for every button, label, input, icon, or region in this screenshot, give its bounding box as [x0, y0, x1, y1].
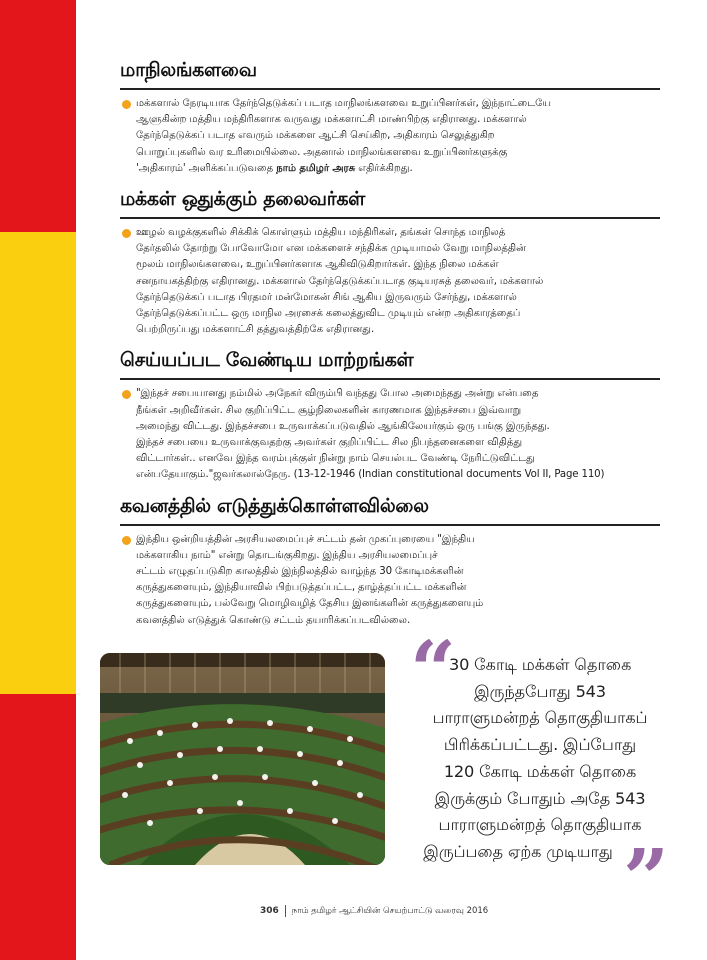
- para-line: மூலம் மாநிலங்களவை, உறுப்பினர்களாக ஆகிவிடுகிறார்கள். இந்த நிலை மக்கள்: [136, 259, 499, 271]
- parliament-chamber-photo: [100, 653, 385, 865]
- para-line: ஆளுகின்ற மத்திய மந்திரிகளாக வருவது மக்களாட்சி மாண்பிற்கு எதிரானது. மக்களால்: [136, 114, 527, 126]
- page-footer: [260, 905, 488, 917]
- pull-quote: [405, 623, 675, 925]
- para-text: 'அதிகாரம்' அளிக்கப்படுவதை: [136, 162, 274, 174]
- section-paragraph: [120, 386, 660, 483]
- para-line: இந்திய ஒன்றியத்தின் அரசியலமைப்புச் சட்டம் தன் முகப்புரையை "இந்திய: [136, 533, 475, 545]
- quote-line: பிரிக்கப்பட்டது. இப்போது: [443, 735, 637, 755]
- para-line: கவனத்தில் எடுத்துக் கொண்டு சட்டம் தயாரிக்கப்படவில்லை.: [136, 614, 411, 626]
- main-content: [120, 56, 660, 637]
- bullet-dot-icon: [122, 536, 131, 545]
- para-line: என்பதேயாகும்."ஜவர்கலால்நேரு. (13-12-1946 (Indian constitutional documents Vol II, Page 110): [136, 469, 605, 481]
- section-not-considered: [120, 492, 660, 629]
- quote-line: இருந்தபோது 543: [474, 681, 606, 701]
- section-paragraph: [120, 96, 660, 177]
- para-line: அமைந்து விட்டது. இந்தச்சபை உருவாக்கப்படுவதில் ஆங்கிலேயர்கும் ஒரு பங்கு இருந்தது.: [136, 420, 550, 432]
- section-title: செய்யப்பட வேண்டிய மாற்றங்கள்: [120, 349, 414, 372]
- section-changes: [120, 346, 660, 483]
- para-line: தேர்ந்தெடுக்கப் படாத எவரும் மக்களை ஆட்சி செய்கிற, அதிகாரம் செலுத்துகிற: [136, 130, 495, 142]
- heading-rule: [120, 378, 660, 380]
- footer-divider: [285, 905, 286, 917]
- parliament-chamber-image: [100, 653, 385, 865]
- section-title: கவனத்தில் எடுத்துக்கொள்ளவில்லை: [120, 494, 429, 517]
- quote-line: இருக்கும் போதும் அதே 543: [434, 788, 646, 808]
- quote-line: 120 கோடி மக்கள் தொகை: [443, 761, 637, 781]
- section-title: மாநிலங்களவை: [120, 59, 257, 81]
- quote-line: பாராளுமன்றத் தொகுதியாகப்: [432, 708, 648, 728]
- para-line: பொறுப்புகளில் வர உரிமையில்லை. அதனால் மாநிலங்களவை உறுப்பினர்களுக்கு: [136, 146, 508, 158]
- para-line: மக்களால் நேரடியாக தேர்ந்தெடுக்கப் படாத மாநிலங்களவை உறுப்பினர்கள், இந்நாட்டையே: [136, 98, 551, 109]
- open-quote-icon: “: [410, 623, 457, 717]
- para-line: சட்டம் எழுதப்படுகிற காலத்தில் இந்நிலத்தில் வாழ்ந்த 30 கோடிமக்களின்: [136, 566, 464, 578]
- para-line: தேர்ந்தெடுக்கப்பட்ட ஒரு மாநில அரசைக் கலைத்துவிட முடியும் என்ற அதிகாரத்தைப்: [136, 308, 521, 320]
- section-leaders: [120, 185, 660, 338]
- para-line: பெற்றிருப்பது மக்களாட்சி தத்துவத்திற்கே எதிரானது.: [136, 324, 375, 336]
- para-line: கருத்துகளையும், பல்வேறு மொழிவழித் தேசிய இனங்களின் கருத்துகளையும்: [136, 598, 484, 610]
- quote-line: பாராளுமன்றத் தொகுதியாக: [438, 815, 642, 835]
- para-line: தேர்தலில் தோற்று போவோமோ என மக்களைச் சந்திக்க முடியாமல் வேறு மாநிலத்தின்: [136, 243, 526, 255]
- heading-rule: [120, 217, 660, 219]
- heading-rule: [120, 88, 660, 90]
- para-line: இந்தச் சபையை உருவாக்குவதற்கு அவர்கள் குறிப்பிட்ட சில நிபந்தனைகளை விதித்து: [136, 437, 523, 449]
- para-line: தேர்ந்தெடுக்கப் படாத பிரதமர் மன்மோகன் சிங் ஆகிய இருவரும் சேர்ந்து, மக்களால்: [136, 291, 517, 303]
- para-text: எதிர்க்கிறது.: [358, 162, 413, 174]
- section-title: மக்கள் ஒதுக்கும் தலைவர்கள்: [120, 188, 366, 211]
- section-paragraph: [120, 532, 660, 629]
- para-line: "இந்தச் சபையானது நம்மில் அநேகர் விரும்பி வந்தது போல அமைந்தது அன்று என்பதை: [136, 388, 539, 400]
- para-line: விட்டார்கள்.. எனவே இந்த வரம்புக்குள் நின்று நாம் செயல்பட வேண்டி நேரிட்டுவிட்டது: [136, 453, 535, 465]
- quote-line: 30 கோடி மக்கள் தொகை: [449, 655, 632, 674]
- bullet-dot-icon: [122, 229, 131, 238]
- bullet-dot-icon: [122, 100, 131, 109]
- bullet-dot-icon: [122, 390, 131, 399]
- party-name: நாம் தமிழர் அரசு: [276, 162, 356, 174]
- page-number: 306: [260, 906, 279, 916]
- quote-line: இருப்பதை ஏற்க முடியாது: [423, 841, 613, 861]
- section-rajya-sabha: [120, 56, 660, 177]
- close-quote-icon: ”: [623, 831, 670, 925]
- para-line: ஊழல் வழக்குகளில் சிக்கிக் கொள்ளும் மத்திய மந்திரிகள், தங்கள் சொந்த மாநிலத்: [136, 227, 506, 239]
- left-yellow-band: [0, 232, 76, 694]
- para-line: [136, 161, 660, 177]
- para-line: மக்களாகிய நாம்" என்று தொடங்குகிறது. இந்திய அரசியலமைப்புச்: [136, 549, 438, 561]
- para-line: சனநாயகத்திற்கு எதிரானது. மக்களால் தேர்ந்தெடுக்கப்படாத குடியரசுத் தலைவர், மக்களால்: [136, 275, 544, 287]
- heading-rule: [120, 524, 660, 526]
- section-paragraph: [120, 225, 660, 338]
- footer-text: நாம் தமிழர் ஆட்சியின் செயற்பாட்டு வரைவு 2016: [291, 905, 489, 916]
- para-line: கருத்துகளையும், இந்தியாவில் பிற்படுத்தப்பட்ட, தாழ்த்தப்பட்ட மக்களின்: [136, 582, 467, 594]
- para-line: நீங்கள் அறிவீர்கள். சில குறிப்பிட்ட சூழ்நிலைகளின் காரணமாக இந்தச்சபை இவ்வாறு: [136, 404, 522, 416]
